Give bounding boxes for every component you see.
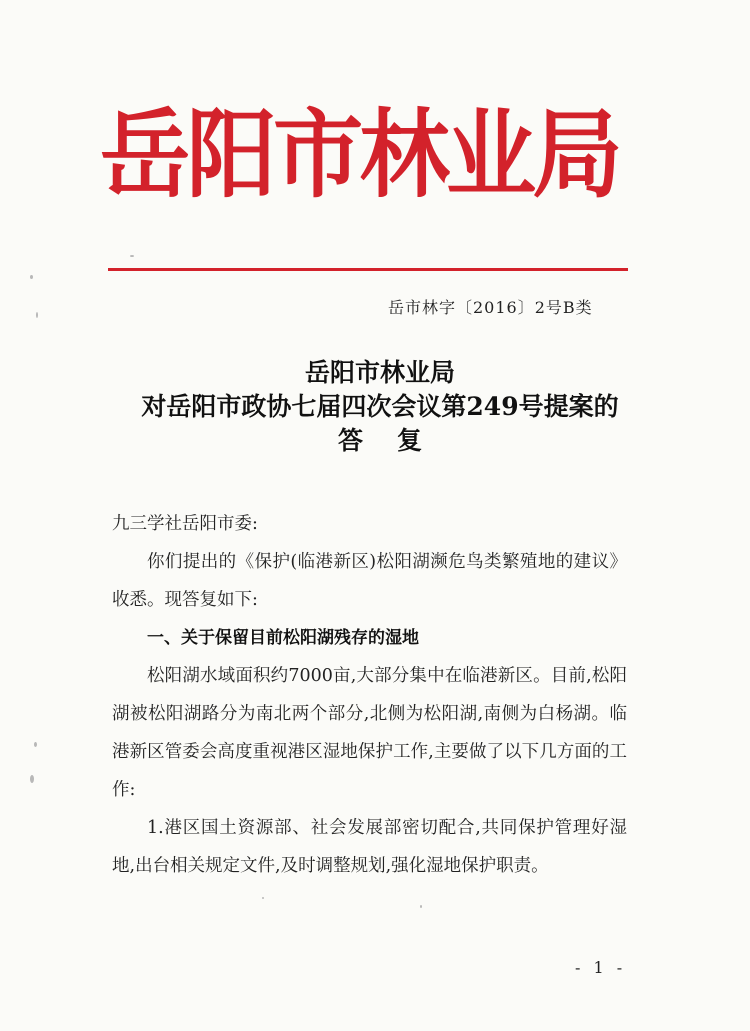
page-number: - 1 - (575, 958, 627, 977)
title-line-1: 岳阳市林业局 (304, 358, 455, 387)
document-body (112, 505, 627, 885)
scan-speck (130, 255, 134, 257)
scan-speck (36, 312, 38, 318)
intro-paragraph: 你们提出的《保护(临港新区)松阳湖濒危鸟类繁殖地的建议》收悉。现答复如下: (112, 552, 627, 610)
body-paragraph-1: 松阳湖水域面积约7000亩,大部分集中在临港新区。目前,松阳湖被松阳湖路分为南北两个部分,北侧为松阳湖,南侧为白杨湖。临港新区管委会高度重视港区湿地保护工作,主要做了以下几方面的工作: (112, 666, 627, 800)
scan-speck (30, 775, 34, 783)
document-number: 岳市林字〔2016〕2号B类 (388, 298, 593, 317)
title-line-2: 对岳阳市政协七届四次会议第249号提案的 (141, 392, 619, 421)
scan-speck (262, 897, 264, 899)
section-heading-1: 一、关于保留目前松阳湖残存的湿地 (147, 628, 419, 648)
masthead-title: 岳阳市林业局 (100, 98, 619, 211)
scan-speck (30, 275, 33, 279)
title-line-3: 答复 (337, 426, 456, 455)
list-item-1: 1.港区国土资源部、社会发展部密切配合,共同保护管理好湿地,出台相关规定文件,及时调整规划,强化湿地保护职责。 (112, 818, 627, 876)
scan-speck (34, 742, 37, 747)
document-title (80, 356, 680, 458)
salutation: 九三学社岳阳市委: (112, 514, 258, 534)
red-divider-line (108, 268, 628, 271)
scan-speck (420, 905, 422, 908)
